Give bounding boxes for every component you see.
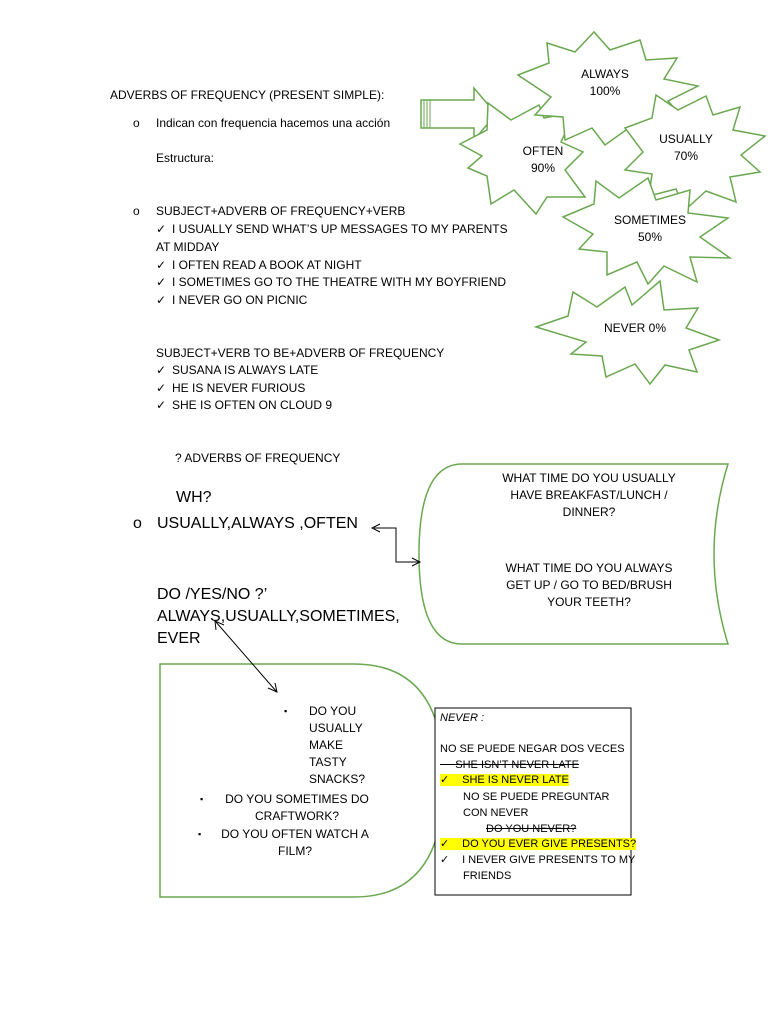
never-box-highlight: ✓ SHE IS NEVER LATE: [440, 774, 569, 786]
page-title: ADVERBS OF FREQUENCY (PRESENT SIMPLE):: [110, 88, 385, 102]
wh-adverbs: USUALLY,ALWAYS ,OFTEN: [157, 515, 358, 532]
wh-question-2: WHAT TIME DO YOU ALWAYS GET UP / GO TO BED/BRUSH YOUR TEETH?: [505, 561, 673, 609]
connector-wh: [372, 524, 420, 566]
check-icon: ✓: [440, 854, 450, 866]
structure2-example: ✓ HE IS NEVER FURIOUS: [156, 381, 306, 395]
never-box-line: NO SE PUEDE NEGAR DOS VECES: [440, 743, 625, 755]
check-icon: ✓: [156, 293, 167, 307]
never-box-line: ✓ I NEVER GIVE PRESENTS TO MY: [440, 854, 636, 866]
check-icon: ✓: [440, 838, 450, 850]
yesno-line-1: DO /YES/NO ?’: [157, 586, 268, 603]
star-often: [505, 143, 581, 177]
question-heading: ? ADVERBS OF FREQUENCY: [175, 451, 341, 465]
star-sometimes: [605, 212, 695, 246]
star-usually: [648, 131, 724, 165]
star-always: [570, 66, 640, 100]
never-box-strike: DO YOU NEVER?: [486, 823, 577, 835]
star-percent: 100%: [589, 84, 621, 98]
structure1-example: ✓ I USUALLY SEND WHAT’S UP MESSAGES TO MY PARENTS: [156, 222, 508, 236]
structure2-example: ✓ SUSANA IS ALWAYS LATE: [156, 363, 319, 377]
square-bullet-icon: ▪: [200, 794, 204, 804]
check-icon: ✓: [440, 774, 450, 786]
check-icon: ✓: [156, 398, 167, 412]
structure1-heading: SUBJECT+ADVERB OF FREQUENCY+VERB: [156, 204, 406, 218]
never-box-highlight: ✓ DO YOU EVER GIVE PRESENTS?: [440, 838, 637, 850]
intro-line-2: Estructura:: [156, 151, 215, 165]
wh-label: WH?: [176, 489, 212, 506]
star-word: NEVER 0%: [603, 321, 667, 335]
check-icon: ✓: [156, 381, 167, 395]
star-word: ALWAYS: [581, 67, 629, 81]
square-bullet-icon: ▪: [284, 706, 288, 716]
structure1-example: ✓ I NEVER GO ON PICNIC: [156, 293, 308, 307]
structure2-example: ✓ SHE IS OFTEN ON CLOUD 9: [156, 398, 333, 412]
star-never: [595, 320, 675, 337]
structure1-example: ✓ I OFTEN READ A BOOK AT NIGHT: [156, 258, 362, 272]
structure2-heading: SUBJECT+VERB TO BE+ADVERB OF FREQUENCY: [156, 346, 445, 360]
intro-bullet: o: [133, 116, 140, 130]
never-box-title: NEVER :: [440, 712, 485, 724]
star-percent: 70%: [673, 149, 699, 163]
star-word: OFTEN: [522, 144, 564, 158]
check-icon: ✓: [156, 363, 167, 377]
wh-bullet: o: [133, 515, 142, 532]
structure1-bullet: o: [133, 204, 140, 218]
structure1-continuation: AT MIDDAY: [156, 240, 220, 254]
check-icon: ✓: [156, 258, 167, 272]
check-icon: ✓: [156, 222, 167, 236]
yesno-line-3: EVER: [157, 630, 201, 647]
check-icon: ✓: [156, 275, 167, 289]
structure1-example: ✓ I SOMETIMES GO TO THE THEATRE WITH MY BOYFRIEND: [156, 275, 507, 289]
never-box-line: FRIENDS: [463, 870, 512, 882]
never-box-line: NO SE PUEDE PREGUNTAR: [463, 791, 610, 803]
never-box-line: CON NEVER: [463, 807, 529, 819]
yesno-box-shape: [160, 664, 444, 897]
star-percent: 90%: [530, 161, 556, 175]
yesno-line-2: ALWAYS,USUALLY,SOMETIMES,: [157, 608, 400, 625]
star-percent: 50%: [637, 230, 663, 244]
never-box-strike: SHE ISN’T NEVER LATE: [455, 759, 579, 771]
square-bullet-icon: ▪: [198, 829, 202, 839]
star-word: SOMETIMES: [613, 213, 686, 227]
intro-line-1: Indican con frequencia hacemos una acción: [156, 116, 391, 130]
wh-question-1: WHAT TIME DO YOU USUALLY HAVE BREAKFAST/LUNCH / DINNER?: [502, 471, 676, 519]
star-word: USUALLY: [659, 132, 713, 146]
